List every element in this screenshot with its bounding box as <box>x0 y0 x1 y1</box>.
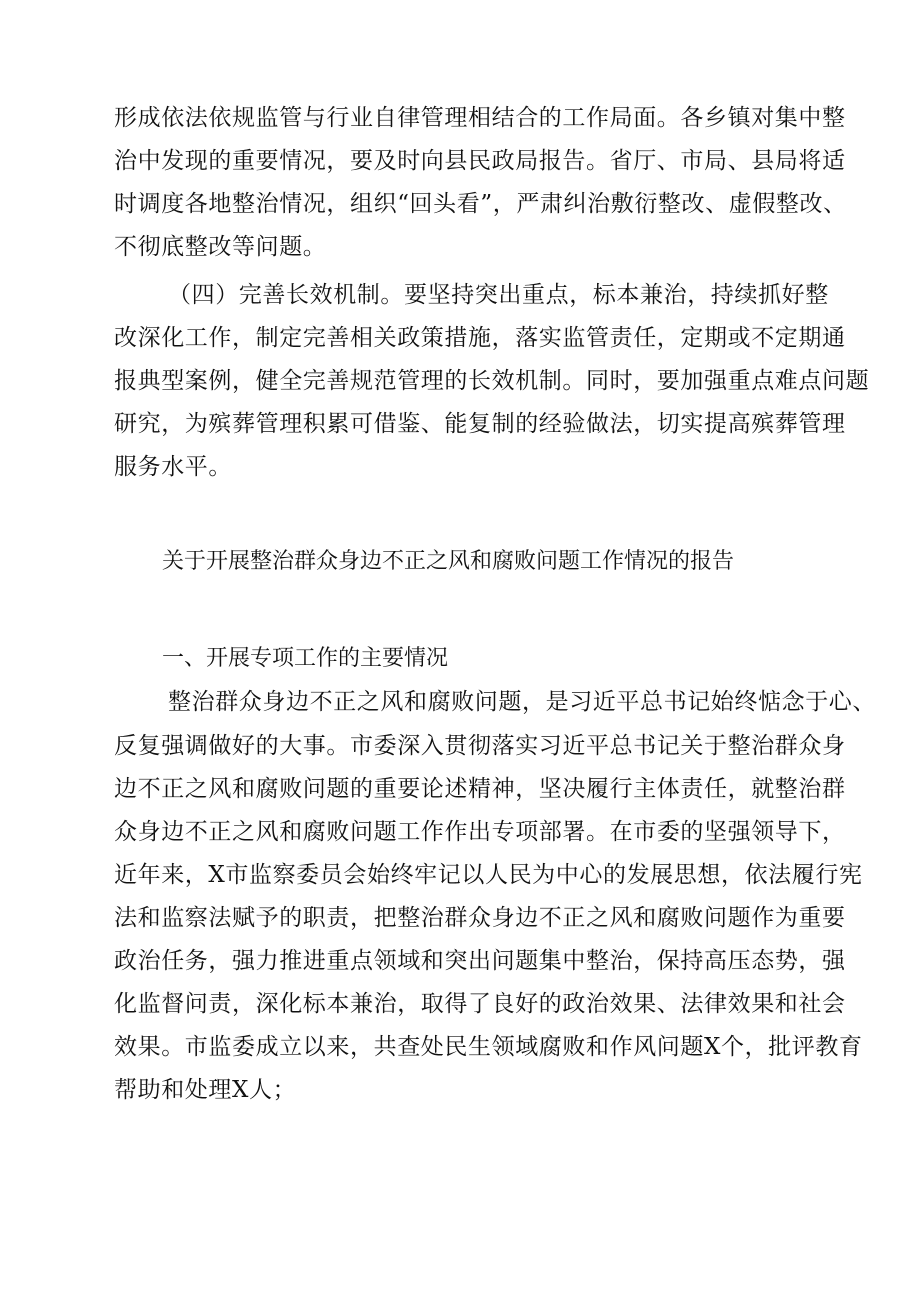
body-text-line: 法和监察法赋予的职责，把整治群众身边不正之风和腐败问题作为重要 <box>114 905 846 931</box>
report-title: 关于开展整治群众身边不正之风和腐败问题工作情况的报告 <box>162 549 735 574</box>
body-text-line: 整治群众身边不正之风和腐败问题，是习近平总书记始终惦念于心、 <box>168 689 876 715</box>
body-text-line: 报典型案例，健全完善规范管理的长效机制。同时，要加强重点难点问题 <box>114 368 870 394</box>
body-text-line: 化监督问责，深化标本兼治，取得了良好的政治效果、法律效果和社会 <box>114 991 846 1017</box>
body-text-line: 效果。市监委成立以来，共查处民生领域腐败和作风问题X个，批评教育 <box>114 1034 863 1060</box>
body-text-line: 反复强调做好的大事。市委深入贯彻落实习近平总书记关于整治群众身 <box>114 733 846 759</box>
body-text-line: 近年来，X市监察委员会始终牢记以人民为中心的发展思想，依法履行宪 <box>114 862 863 888</box>
body-text-line: 不彻底整改等问题。 <box>114 234 327 260</box>
body-text-line: 政治任务，强力推进重点领域和突出问题集中整治，保持高压态势，强 <box>114 948 846 974</box>
body-text-line: 形成依法依规监管与行业自律管理相结合的工作局面。各乡镇对集中整 <box>114 105 846 131</box>
body-text-line: 时调度各地整治情况，组织“回头看”，严肃纠治敷衍整改、虚假整改、 <box>114 191 847 217</box>
body-text-line: 服务水平。 <box>114 454 232 480</box>
body-text-line: 帮助和处理X人； <box>114 1077 297 1103</box>
section-heading: 一、开展专项工作的主要情况 <box>162 646 449 671</box>
body-text-line: 改深化工作，制定完善相关政策措施，落实监管责任，定期或不定期通 <box>114 325 846 351</box>
body-text-line: 研究，为殡葬管理积累可借鉴、能复制的经验做法，切实提高殡葬管理 <box>114 411 846 437</box>
body-text-line: 众身边不正之风和腐败问题工作作出专项部署。在市委的坚强领导下， <box>114 819 846 845</box>
body-text-line: 治中发现的重要情况，要及时向县民政局报告。省厅、市局、县局将适 <box>114 148 846 174</box>
body-text-line: 边不正之风和腐败问题的重要论述精神，坚决履行主体责任，就整治群 <box>114 776 846 802</box>
body-text-line: （四）完善长效机制。要坚持突出重点，标本兼治，持续抓好整 <box>168 282 829 308</box>
